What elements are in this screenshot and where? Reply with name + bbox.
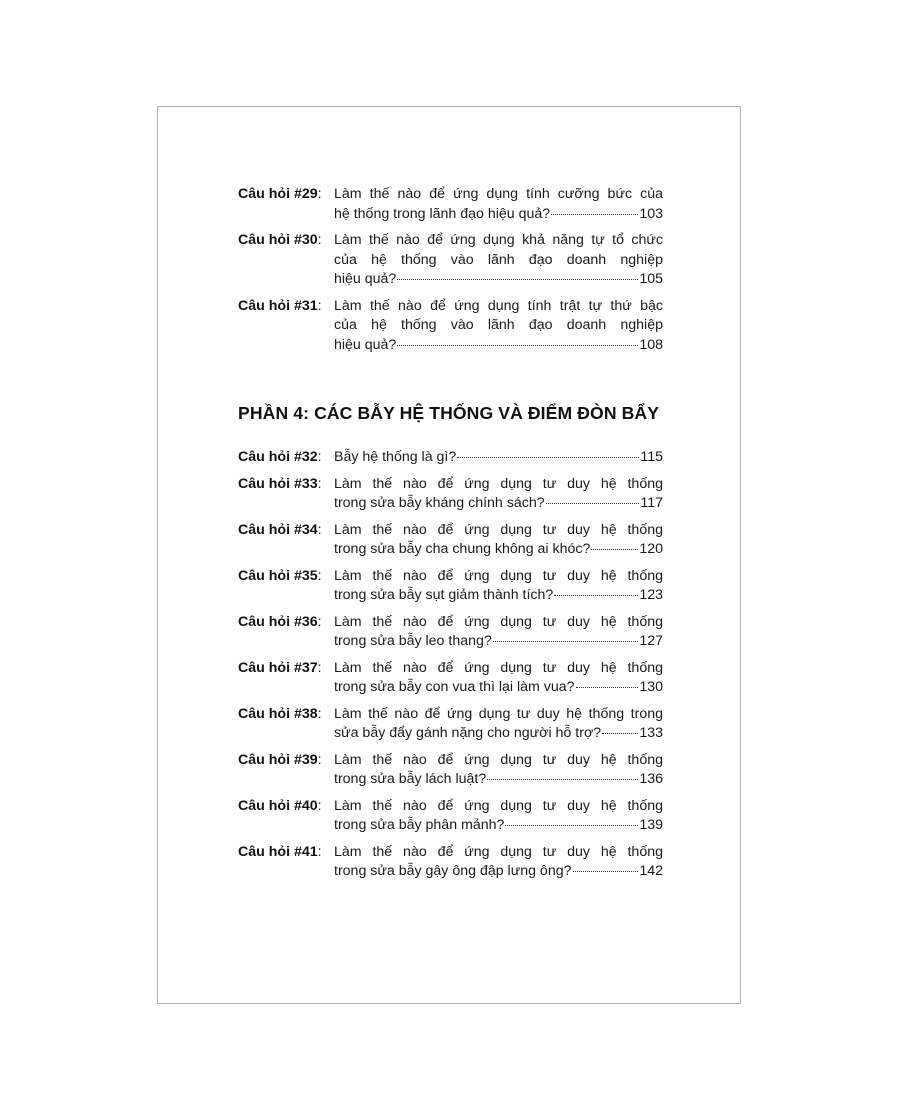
question-number: Câu hỏi #39	[238, 751, 318, 768]
entry-label	[238, 475, 334, 514]
label-colon: :	[317, 659, 322, 676]
toc-entry[interactable]	[238, 797, 663, 836]
entry-title	[334, 185, 663, 224]
entry-title	[334, 705, 663, 744]
page-number: 136	[639, 771, 663, 787]
toc-entry[interactable]	[238, 613, 663, 652]
toc-entry[interactable]	[238, 521, 663, 560]
entry-title-text: trong sửa bẫy lách luật?	[334, 771, 487, 787]
entry-title-line	[334, 540, 663, 560]
question-number: Câu hỏi #36	[238, 613, 318, 630]
entry-title-line	[334, 678, 663, 698]
entry-title	[334, 659, 663, 698]
entry-label	[238, 613, 334, 652]
page-number: 123	[639, 587, 663, 603]
entry-title-line: Làm thế nào để ứng dụng tư duy hệ thống	[334, 751, 663, 768]
entry-title	[334, 797, 663, 836]
label-colon: :	[317, 449, 322, 465]
label-colon: :	[317, 186, 322, 202]
toc-entry[interactable]	[238, 475, 663, 514]
entry-title-line: Làm thế nào để ứng dụng khả năng tự tổ chức	[334, 232, 663, 248]
dot-leader	[546, 503, 640, 504]
page-number: 103	[639, 205, 663, 222]
label-colon: :	[317, 705, 322, 722]
entry-title-line	[334, 270, 663, 290]
entry-title-text: trong sửa bẫy cha chung không ai khóc?	[334, 541, 591, 557]
question-number: Câu hỏi #30	[238, 232, 318, 248]
page-number: 133	[639, 725, 663, 741]
entry-title-text: sửa bẫy đẩy gánh nặng cho người hỗ trợ?	[334, 725, 602, 741]
label-colon: :	[317, 475, 322, 492]
question-number: Câu hỏi #34	[238, 521, 318, 538]
dot-leader	[573, 871, 639, 872]
entry-title	[334, 751, 663, 790]
entry-title-text: trong sửa bẫy sụt giảm thành tích?	[334, 587, 554, 603]
label-colon: :	[317, 567, 322, 584]
entry-title-line: Làm thế nào để ứng dụng tư duy hệ thống	[334, 521, 663, 538]
entry-title-line	[334, 816, 663, 836]
entry-title-text: trong sửa bẫy leo thang?	[334, 633, 492, 649]
entry-title-line	[334, 494, 663, 514]
entry-title	[334, 567, 663, 606]
toc-entry[interactable]	[238, 843, 663, 882]
entry-title-line: Làm thế nào để ứng dụng tư duy hệ thống trong	[334, 705, 663, 722]
entry-title-line	[334, 586, 663, 606]
entry-title-text: hiệu quả?	[334, 271, 397, 287]
label-colon: :	[317, 232, 322, 248]
entry-title	[334, 231, 663, 290]
entry-label	[238, 843, 334, 882]
question-number: Câu hỏi #33	[238, 475, 318, 492]
dot-leader	[551, 214, 638, 215]
entry-title-line: Làm thế nào để ứng dụng tư duy hệ thống	[334, 613, 663, 630]
entry-label	[238, 797, 334, 836]
label-colon: :	[317, 613, 322, 630]
dot-leader	[505, 825, 638, 826]
entry-label	[238, 297, 334, 356]
toc-entry[interactable]	[238, 659, 663, 698]
entry-title-line: Làm thế nào để ứng dụng tính trật tự thứ bậc	[334, 297, 663, 314]
entry-title-text: trong sửa bẫy phân mảnh?	[334, 817, 505, 833]
entry-label	[238, 751, 334, 790]
entry-title-line: Làm thế nào để ứng dụng tư duy hệ thống	[334, 475, 663, 492]
dot-leader	[487, 779, 638, 780]
label-colon: :	[317, 843, 322, 860]
dot-leader	[576, 687, 639, 688]
entry-label	[238, 705, 334, 744]
entry-title-line: của hệ thống vào lãnh đạo doanh nghiệp	[334, 251, 663, 268]
entry-label	[238, 659, 334, 698]
label-colon: :	[317, 797, 322, 814]
label-colon: :	[317, 297, 322, 314]
toc-entry[interactable]	[238, 751, 663, 790]
page-number: 127	[639, 633, 663, 649]
toc-entry[interactable]	[238, 297, 663, 356]
question-number: Câu hỏi #35	[238, 567, 318, 584]
page-number: 130	[639, 679, 663, 695]
toc-group-part-4	[238, 448, 663, 889]
entry-label	[238, 521, 334, 560]
question-number: Câu hỏi #29	[238, 186, 318, 202]
page-number: 117	[640, 495, 663, 511]
entry-title-text: trong sửa bẫy gậy ông đập lưng ông?	[334, 863, 572, 879]
question-number: Câu hỏi #37	[238, 659, 318, 676]
dot-leader	[493, 641, 639, 642]
entry-title-line: Làm thế nào để ứng dụng tư duy hệ thống	[334, 659, 663, 676]
entry-title	[334, 297, 663, 356]
entry-title-line	[334, 770, 663, 790]
entry-title	[334, 521, 663, 560]
question-number: Câu hỏi #40	[238, 797, 318, 814]
entry-title-text: trong sửa bẫy kháng chính sách?	[334, 495, 545, 511]
toc-entry[interactable]	[238, 448, 663, 468]
entry-label	[238, 567, 334, 606]
entry-title-text: hiệu quả?	[334, 336, 397, 353]
entry-title	[334, 448, 663, 468]
dot-leader	[457, 457, 639, 458]
entry-title-line: Làm thế nào để ứng dụng tư duy hệ thống	[334, 797, 663, 814]
document-page	[157, 106, 741, 1004]
section-heading: PHẦN 4: CÁC BẪY HỆ THỐNG VÀ ĐIỂM ĐÒN BẨY	[238, 403, 660, 423]
entry-title-line	[334, 336, 663, 356]
entry-title-line	[334, 448, 663, 468]
entry-label	[238, 185, 334, 224]
label-colon: :	[317, 521, 322, 538]
toc-entry[interactable]	[238, 567, 663, 606]
question-number: Câu hỏi #32	[238, 449, 318, 465]
page-number: 142	[639, 863, 663, 879]
dot-leader	[591, 549, 638, 550]
entry-title-text: trong sửa bẫy con vua thì lại làm vua?	[334, 679, 575, 695]
entry-title	[334, 613, 663, 652]
dot-leader	[554, 595, 638, 596]
toc-group-part-3	[238, 185, 663, 362]
toc-entry[interactable]	[238, 705, 663, 744]
entry-title-line	[334, 724, 663, 744]
dot-leader	[602, 733, 638, 734]
page-number: 120	[639, 541, 663, 557]
entry-title-text: Bẫy hệ thống là gì?	[334, 449, 457, 465]
label-colon: :	[317, 751, 322, 768]
toc-entry[interactable]	[238, 231, 663, 290]
entry-title-line	[334, 205, 663, 225]
page-number: 108	[639, 336, 663, 353]
entry-title-line: Làm thế nào để ứng dụng tư duy hệ thống	[334, 567, 663, 584]
dot-leader	[397, 345, 638, 346]
entry-title	[334, 843, 663, 882]
entry-title	[334, 475, 663, 514]
entry-title-line: Làm thế nào để ứng dụng tính cưỡng bức của	[334, 186, 663, 202]
page-number: 115	[640, 449, 663, 465]
dot-leader	[397, 279, 638, 280]
entry-label	[238, 448, 334, 468]
question-number: Câu hỏi #41	[238, 843, 318, 860]
entry-title-line: của hệ thống vào lãnh đạo doanh nghiệp	[334, 317, 663, 333]
entry-title-text: hệ thống trong lãnh đạo hiệu quả?	[334, 205, 551, 222]
entry-title-line: Làm thế nào để ứng dụng tư duy hệ thống	[334, 843, 663, 860]
toc-entry[interactable]	[238, 185, 663, 224]
entry-title-line	[334, 862, 663, 882]
entry-title-line	[334, 632, 663, 652]
question-number: Câu hỏi #38	[238, 705, 318, 722]
page-number: 139	[639, 817, 663, 833]
entry-label	[238, 231, 334, 290]
page-number: 105	[639, 271, 663, 287]
question-number: Câu hỏi #31	[238, 297, 318, 314]
